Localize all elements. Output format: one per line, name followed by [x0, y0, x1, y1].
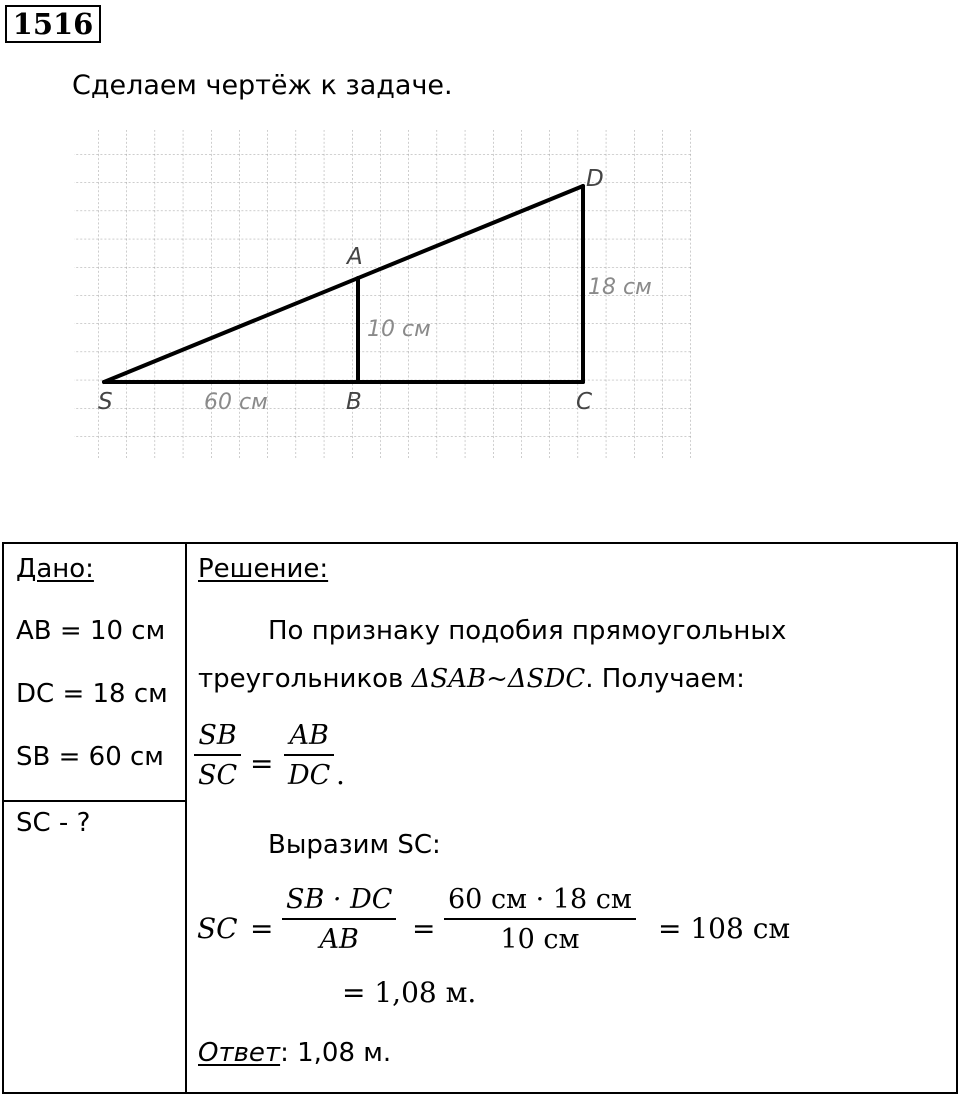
formula-equals-1: =	[250, 912, 274, 945]
label-10cm: 10 см	[367, 317, 431, 342]
ratio-period: .	[336, 758, 345, 791]
column-divider	[185, 544, 187, 1092]
formula-numerator: SB · DC	[286, 884, 393, 915]
task-number: 1516	[5, 5, 101, 43]
answer-line	[198, 1038, 391, 1068]
solution-line-2-suffix: . Получаем:	[585, 664, 745, 694]
ratio-numerator: SB	[198, 720, 237, 751]
solution-table	[2, 542, 958, 1094]
solution-heading: Решение:	[198, 554, 329, 584]
solution-line-2-prefix: треугольников	[198, 664, 412, 694]
point-label-B: B	[346, 389, 362, 415]
label-60cm: 60 см	[204, 390, 268, 415]
formula-denominator: 10 см	[500, 924, 580, 955]
point-label-A: A	[347, 244, 363, 270]
similarity-statement: ΔSAB~ΔSDC	[411, 664, 586, 694]
point-label-S: S	[98, 389, 113, 415]
given-heading: Дано:	[16, 554, 94, 584]
formula-fraction-2	[444, 884, 636, 955]
formula-result: = 108 см	[658, 912, 791, 945]
given-divider	[4, 800, 186, 802]
solution-line-1: По признаку подобия прямоугольных	[268, 616, 787, 646]
answer-label: Ответ	[198, 1038, 281, 1068]
formula-numerator: 60 см · 18 см	[448, 884, 632, 915]
ratio-denominator: SC	[198, 760, 238, 791]
given-item: SB = 60 см	[16, 742, 164, 772]
ratio-equals: =	[250, 747, 274, 780]
formula-fraction-1	[282, 884, 396, 955]
ratio-denominator: DC	[288, 760, 331, 791]
formula-result-meters: = 1,08 м.	[342, 976, 477, 1009]
given-item: AB = 10 см	[16, 616, 166, 646]
formula-equals-2: =	[412, 912, 436, 945]
point-label-D: D	[586, 166, 604, 192]
ratio-fraction-left	[194, 720, 241, 791]
formula-lhs: SC	[197, 912, 238, 945]
given-item: DC = 18 см	[16, 679, 168, 709]
ratio-fraction-right	[284, 720, 334, 791]
formula-denominator: AB	[319, 924, 359, 955]
express-text: Выразим SC:	[268, 830, 441, 860]
ratio-numerator: AB	[289, 720, 329, 751]
problem-drawing	[70, 126, 695, 462]
solution-line-2	[198, 664, 745, 694]
label-18cm: 18 см	[588, 275, 652, 300]
point-label-C: C	[576, 389, 593, 415]
answer-value: : 1,08 м.	[280, 1038, 392, 1068]
find-item: SC - ?	[16, 808, 91, 838]
intro-text: Сделаем чертёж к задаче.	[72, 70, 453, 101]
